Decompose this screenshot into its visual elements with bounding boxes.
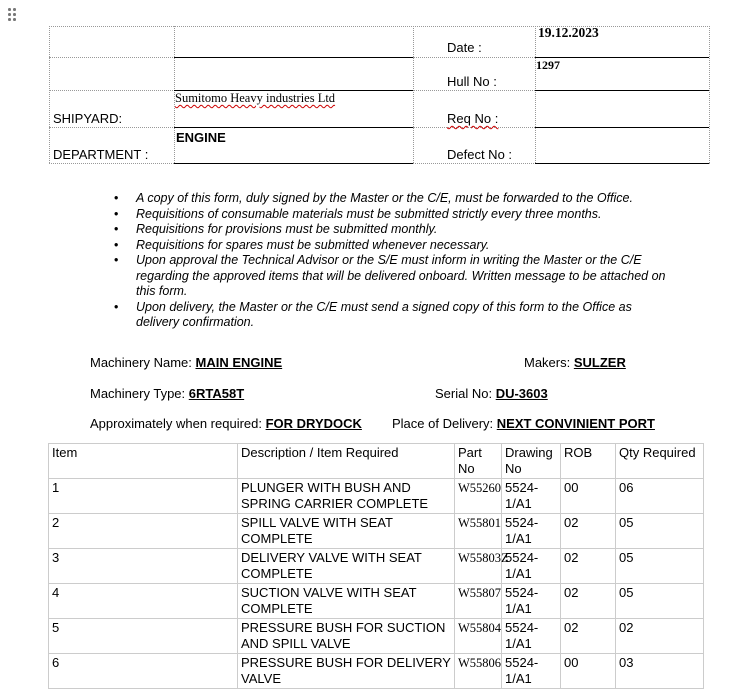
cell-drawing-no[interactable]: 5524-1/A1	[502, 654, 561, 689]
table-row	[49, 584, 704, 619]
instruction-item: • Upon approval the Technical Advisor or the S/E must inform in writing the Master or the C/E regarding the approved items that will be delivered onboard. Written message to be attached on this form.	[112, 253, 672, 300]
machinery-name-value[interactable]: MAIN ENGINE	[195, 355, 283, 370]
makers-label: Makers:	[524, 355, 574, 370]
cell-qty[interactable]: 05	[616, 584, 704, 619]
shipyard-value-text: Sumitomo Heavy industries Ltd	[175, 91, 336, 105]
cell-item[interactable]: 2	[49, 514, 238, 549]
hull-no-label: Hull No :	[447, 74, 497, 89]
place-of-delivery-field	[392, 416, 655, 431]
req-no-label	[447, 111, 498, 126]
table-row	[49, 654, 704, 689]
machinery-type-field	[90, 386, 288, 401]
shipyard-label: SHIPYARD:	[53, 111, 123, 126]
items-table	[48, 443, 704, 689]
defect-no-label: Defect No :	[447, 147, 513, 162]
cell-part-no[interactable]: W55801	[455, 514, 502, 549]
makers-value[interactable]: SULZER	[573, 355, 626, 370]
cell-part-no[interactable]: W55803Z	[455, 549, 502, 584]
instruction-item: • Requisitions for spares must be submitted whenever necessary.	[112, 238, 672, 254]
column-header-part-no: Part No	[455, 444, 502, 479]
table-header-row	[49, 444, 704, 479]
table-row	[49, 479, 704, 514]
cell-description[interactable]: PLUNGER WITH BUSH AND SPRING CARRIER COMPLETE	[238, 479, 455, 514]
cell-rob[interactable]: 00	[561, 654, 616, 689]
cell-drawing-no[interactable]: 5524-1/A1	[502, 514, 561, 549]
cell-qty[interactable]: 05	[616, 514, 704, 549]
cell-item[interactable]: 6	[49, 654, 238, 689]
cell-description[interactable]: PRESSURE BUSH FOR SUCTION AND SPILL VALVE	[238, 619, 455, 654]
column-header-drawing-no: Drawing No	[502, 444, 561, 479]
cell-part-no[interactable]: W55807	[455, 584, 502, 619]
cell-rob[interactable]: 02	[561, 549, 616, 584]
place-of-delivery-label: Place of Delivery:	[392, 416, 497, 431]
cell-qty[interactable]: 06	[616, 479, 704, 514]
serial-no-label: Serial No:	[435, 386, 496, 401]
cell-qty[interactable]: 03	[616, 654, 704, 689]
cell-rob[interactable]: 02	[561, 514, 616, 549]
cell-item[interactable]: 1	[49, 479, 238, 514]
serial-no-field	[435, 386, 548, 401]
cell-description[interactable]: SUCTION VALVE WITH SEAT COMPLETE	[238, 584, 455, 619]
cell-rob[interactable]: 02	[561, 584, 616, 619]
cell-item[interactable]: 3	[49, 549, 238, 584]
date-value[interactable]: 19.12.2023	[538, 25, 599, 40]
cell-rob[interactable]: 02	[561, 619, 616, 654]
cell-part-no[interactable]: W55806	[455, 654, 502, 689]
cell-part-no[interactable]: W55804	[455, 619, 502, 654]
machinery-name-label: Machinery Name:	[90, 355, 196, 370]
cell-qty[interactable]: 02	[616, 619, 704, 654]
instruction-item: • Requisitions for provisions must be submitted monthly.	[112, 222, 672, 238]
machinery-type-text: 6RTA58T	[188, 386, 245, 401]
machinery-type-label: Machinery Type:	[90, 386, 189, 401]
cell-rob[interactable]: 00	[561, 479, 616, 514]
cell-qty[interactable]: 05	[616, 549, 704, 584]
cell-description[interactable]: DELIVERY VALVE WITH SEAT COMPLETE	[238, 549, 455, 584]
cell-item[interactable]: 5	[49, 619, 238, 654]
cell-drawing-no[interactable]: 5524-1/A1	[502, 549, 561, 584]
column-header-rob: ROB	[561, 444, 616, 479]
machinery-name-field	[90, 355, 282, 370]
column-header-description: Description / Item Required	[238, 444, 455, 479]
drag-handle-icon[interactable]	[8, 8, 20, 22]
shipyard-value[interactable]	[175, 91, 335, 106]
cell-drawing-no[interactable]: 5524-1/A1	[502, 479, 561, 514]
department-label: DEPARTMENT :	[53, 147, 149, 162]
table-row	[49, 514, 704, 549]
instructions-list	[112, 191, 672, 331]
when-required-label: Approximately when required:	[90, 416, 266, 431]
cell-description[interactable]: SPILL VALVE WITH SEAT COMPLETE	[238, 514, 455, 549]
cell-part-no[interactable]: W55260	[455, 479, 502, 514]
column-header-qty: Qty Required	[616, 444, 704, 479]
table-row	[49, 549, 704, 584]
cell-item[interactable]: 4	[49, 584, 238, 619]
req-no-label-text: Req No :	[447, 111, 499, 126]
instruction-item: • Requisitions of consumable materials must be submitted strictly every three months.	[112, 207, 672, 223]
cell-drawing-no[interactable]: 5524-1/A1	[502, 584, 561, 619]
cell-description[interactable]: PRESSURE BUSH FOR DELIVERY VALVE	[238, 654, 455, 689]
machinery-type-value[interactable]	[189, 386, 288, 401]
instruction-item: • A copy of this form, duly signed by the Master or the C/E, must be forwarded to the Office.	[112, 191, 672, 207]
cell-drawing-no[interactable]: 5524-1/A1	[502, 619, 561, 654]
hull-no-value[interactable]: 1297	[536, 58, 560, 72]
when-required-value[interactable]: FOR DRYDOCK	[265, 416, 362, 431]
instruction-item: • Upon delivery, the Master or the C/E must send a signed copy of this form to the Office as delivery confirmation.	[112, 300, 672, 331]
makers-field	[524, 355, 626, 370]
table-row	[49, 619, 704, 654]
place-of-delivery-value[interactable]: NEXT CONVINIENT PORT	[496, 416, 655, 431]
department-value[interactable]: ENGINE	[176, 130, 226, 145]
date-label: Date :	[447, 40, 482, 55]
column-header-item: Item	[49, 444, 238, 479]
serial-no-value[interactable]: DU-3603	[495, 386, 548, 401]
when-required-field	[90, 416, 362, 431]
